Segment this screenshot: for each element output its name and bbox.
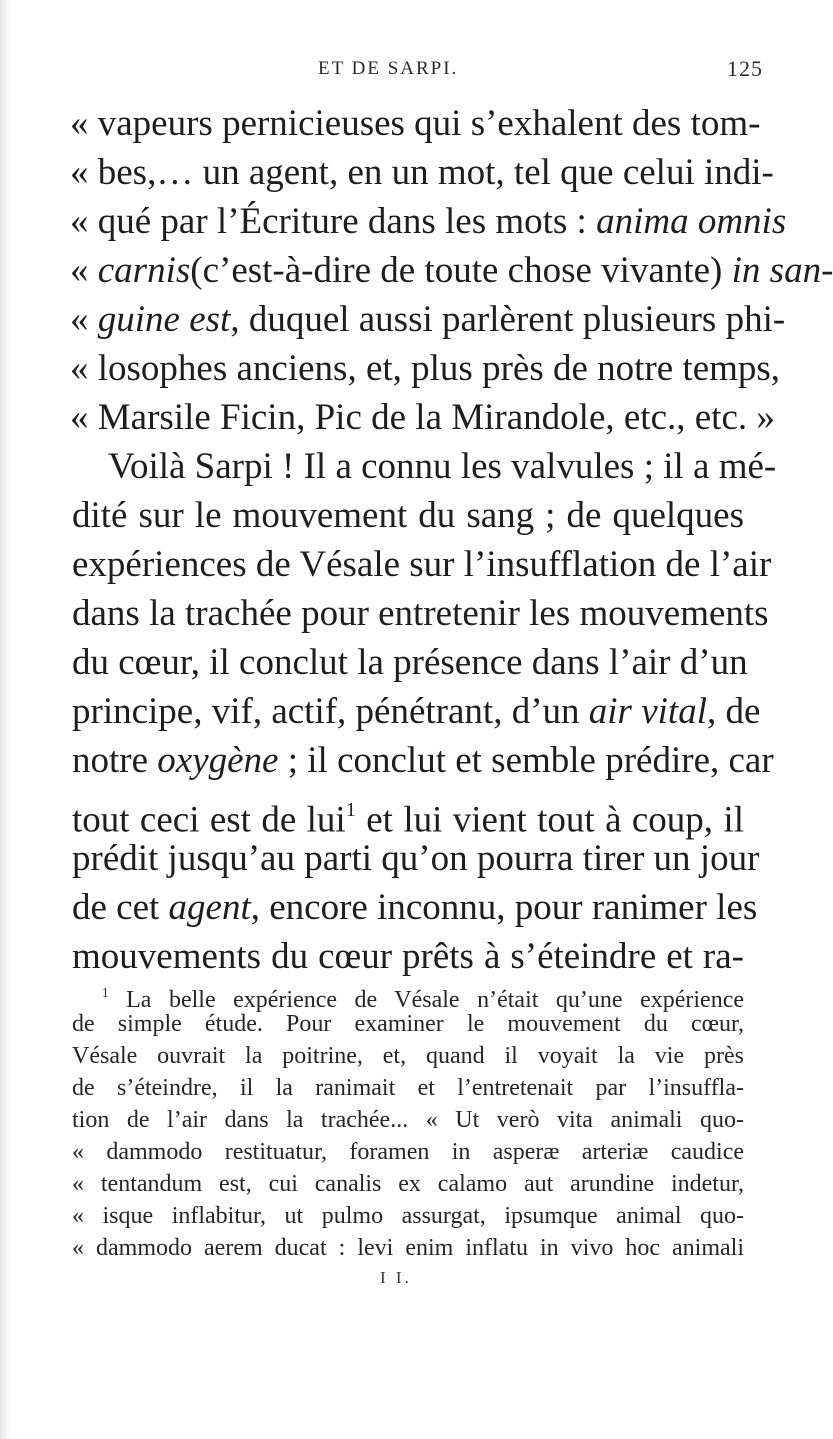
latin-phrase: carnis: [97, 250, 191, 291]
running-head: ET DE SARPI.: [318, 58, 459, 79]
text-line: principe, vif, actif, pénétrant, d’un air vital, de: [72, 691, 761, 732]
text-line: prédit jusqu’au parti qu’on pourra tirer un jour: [72, 838, 760, 879]
text-line: « bes,… un agent, en un mot, tel que celui indi-: [70, 152, 774, 193]
latin-phrase: guine est: [97, 299, 231, 340]
footnote-line: « dammodo restituatur, foramen in asperæ arteriæ caudice: [72, 1139, 744, 1165]
emphasis-term: air vital: [588, 691, 707, 732]
text-line: dité sur le mouvement du sang ; de quelques: [72, 495, 744, 536]
text-line: tout ceci est de lui$^1$ et lui vient tout à coup, il: [72, 799, 744, 841]
text-line: « guine est, duquel aussi parlèrent plusieurs phi-: [70, 299, 786, 340]
page-number: 125: [727, 56, 763, 81]
footnote-marker: 1: [102, 985, 109, 1000]
text-line: notre oxygène ; il conclut et semble prédire, car: [72, 740, 774, 781]
footnote-line: Vésale ouvrait la poitrine, et, quand il voyait la vie près: [72, 1043, 744, 1069]
text-line: expériences de Vésale sur l’insufflation de l’air: [72, 544, 772, 585]
footnote-line: « isque inflabitur, ut pulmo assurgat, ipsumque animal quo-: [72, 1203, 744, 1229]
text-line: « losophes anciens, et, plus près de notre temps,: [70, 348, 781, 389]
latin-phrase: anima omnis: [596, 201, 787, 242]
text-line: « qué par l’Écriture dans les mots : anima omnis: [70, 201, 787, 242]
page-edge-shadow: [0, 0, 10, 1439]
text-line: du cœur, il conclut la présence dans l’air d’un: [72, 642, 748, 683]
text-line: dans la trachée pour entretenir les mouvements: [72, 593, 769, 634]
footnote-reference: 1: [345, 799, 356, 821]
emphasis-term: oxygène: [157, 740, 279, 781]
footnote-line: de simple étude. Pour examiner le mouvement du cœur,: [72, 1011, 744, 1037]
footnote-line: « tentandum est, cui canalis ex calamo aut arundine indetur,: [72, 1171, 744, 1197]
footnote-line: $^1$ La belle expérience de Vésale n’était qu’une expérience: [102, 985, 745, 1013]
latin-phrase: in san-: [731, 250, 833, 291]
text-line: « Marsile Ficin, Pic de la Mirandole, etc., etc. »: [70, 397, 775, 438]
text-line: de cet agent, encore inconnu, pour ranimer les: [72, 887, 758, 928]
text-line: Voilà Sarpi ! Il a connu les valvules ; il a mé-: [108, 446, 777, 487]
signature-mark: I I.: [380, 1268, 412, 1287]
text-line: « carnis(c’est-à-dire de toute chose vivante) in san-: [70, 250, 833, 291]
emphasis-term: agent: [168, 887, 251, 928]
text-line: « vapeurs pernicieuses qui s’exhalent des tom-: [70, 103, 761, 144]
footnote-line: tion de l’air dans la trachée... « Ut verò vita animali quo-: [72, 1107, 744, 1133]
footnote-line: « dammodo aerem ducat : levi enim inflatu in vivo hoc animali: [72, 1235, 744, 1261]
footnote-line: de s’éteindre, il la ranimait et l’entretenait par l’insuffla-: [72, 1075, 744, 1101]
text-line: mouvements du cœur prêts à s’éteindre et ra-: [72, 936, 744, 977]
